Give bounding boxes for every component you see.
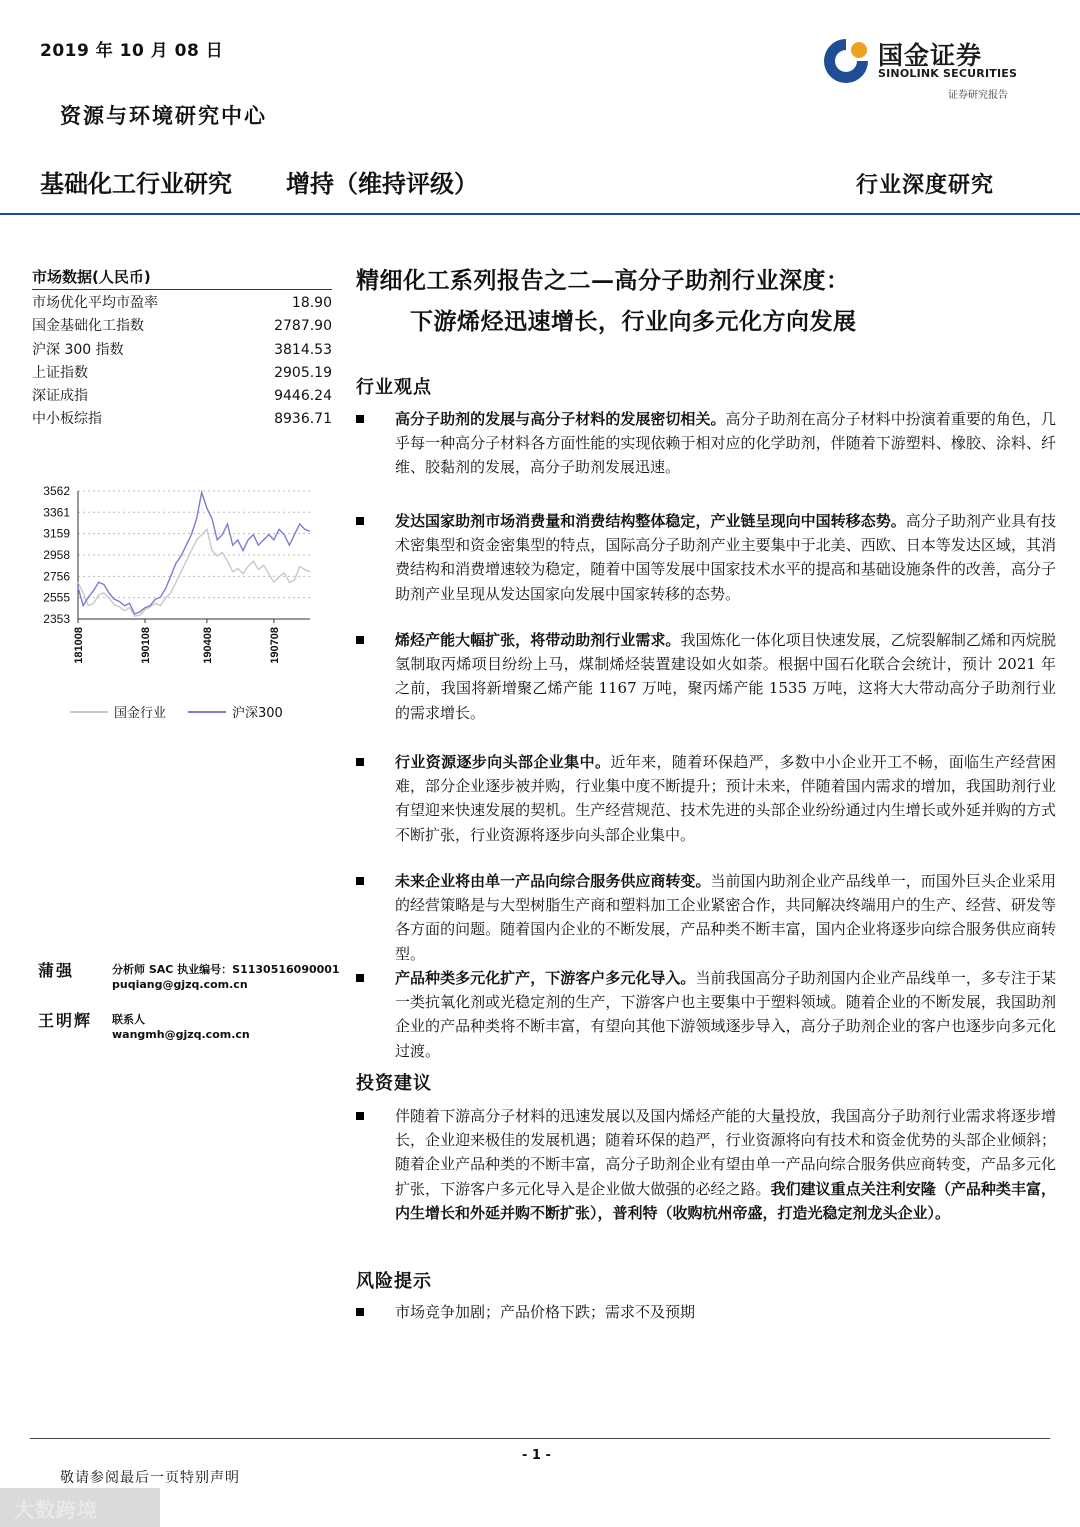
view-point [356, 750, 1056, 847]
bullet-square-icon [356, 415, 364, 423]
industry-title: 基础化工行业研究 [40, 170, 232, 198]
market-data-row [32, 339, 332, 362]
market-data-value: 3814.53 [274, 341, 332, 358]
x-tick-label: 190408 [201, 627, 214, 664]
analyst-email[interactable]: wangmh@gjzq.com.cn [112, 1028, 250, 1041]
y-tick-label: 2353 [43, 612, 70, 626]
analyst-sac-number: 分析师 SAC 执业编号：S1130516090001 [112, 963, 340, 976]
point-bold: 发达国家助剂市场消费量和消费结构整体稳定，产业链呈现向中国转移态势。 [395, 512, 906, 530]
x-tick-label: 190108 [140, 627, 153, 664]
analyst-name: 蒲强 [38, 961, 75, 980]
x-tick-label: 181008 [73, 627, 85, 664]
y-tick-label: 3361 [43, 505, 70, 520]
point-text: 当前国内助剂企业产品线单一，而国外巨头企业采用的经营策略是与大型树脂生产商和塑料加工企业紧密合作，共同解决终端用户的生产、经营、研发等各方面的问题。随着国内企业的不断发展，产品种类不断丰富，国内企业将逐步向综合服务供应商转型。 [395, 872, 1056, 963]
invest-recommendation: 我们建议重点关注利安隆（产品种类丰富，内生增长和外延并购不断扩张），普利特（收购杭州帝盛，打造光稳定剂龙头企业）。 [395, 1179, 1056, 1222]
header-divider [0, 213, 1080, 215]
x-tick-label: 190708 [268, 627, 281, 664]
market-data-divider [32, 289, 332, 290]
view-point [356, 407, 1056, 480]
risk-text: 市场竞争加剧；产品价格下跌；需求不及预期 [395, 1303, 696, 1321]
footer-divider [30, 1438, 1050, 1439]
point-bold: 产品种类多元化扩产，下游客户多元化导入。 [395, 969, 696, 987]
sinolink-logo-icon [822, 36, 872, 86]
analyst-role: 联系人 [112, 1013, 145, 1026]
bullet-square-icon [356, 758, 364, 766]
market-data-label: 上证指数 [32, 364, 88, 381]
section-heading-risk: 风险提示 [356, 1271, 432, 1292]
market-data-row [32, 315, 332, 338]
point-bold: 高分子助剂的发展与高分子材料的发展密切相关。 [395, 410, 726, 428]
analyst-info [112, 962, 340, 992]
view-point [356, 628, 1056, 725]
bullet-square-icon [356, 1308, 364, 1316]
market-data-label: 深证成指 [32, 388, 88, 405]
market-data-value: 2787.90 [274, 318, 332, 335]
market-data-label: 国金基础化工指数 [32, 318, 144, 335]
point-text: 近年来，随着环保趋严，多数中小企业开工不畅，面临生产经营困难，部分企业逐步被并购，行业集中度不断提升；预计未来，伴随着国内需求的增加，我国助剂行业有望迎来快速发展的契机。生产经营规范、技术先进的头部企业纷纷通过内生增长或外延并购的方式不断扩张，行业资源将逐步向头部企业集中。 [395, 753, 1056, 844]
legend-label-hs300: 沪深300 [232, 706, 283, 721]
legend-swatch-hs300 [188, 711, 226, 713]
market-data-row [32, 408, 332, 431]
report-date: 2019 年 10 月 08 日 [40, 41, 224, 61]
market-data-value: 2905.19 [274, 364, 332, 381]
market-data-value: 8936.71 [274, 411, 332, 428]
y-tick-label: 3562 [43, 484, 70, 498]
point-text: 当前我国高分子助剂国内企业产品线单一，多专注于某一类抗氧化剂或光稳定剂的生产，下游客户也主要集中于塑料领域。随着企业的不断发展，我国助剂企业的产品种类将不断丰富，有望向其他下游领域逐步导入，高分子助剂企业的客户也逐步向多元化过渡。 [395, 969, 1056, 1060]
bullet-square-icon [356, 517, 364, 525]
view-point [356, 509, 1056, 606]
index-line-chart [28, 476, 318, 696]
legend-label-industry: 国金行业 [114, 706, 167, 721]
logo-english-name: SINOLINK SECURITIES [878, 67, 1018, 80]
y-tick-label: 2958 [43, 547, 70, 562]
analyst-name: 王明辉 [38, 1011, 93, 1030]
y-tick-label: 2555 [43, 590, 70, 605]
legend-swatch-industry [70, 711, 108, 713]
series-line-industry [78, 529, 310, 616]
view-point [356, 869, 1056, 966]
invest-text: 伴随着下游高分子材料的迅速发展以及国内烯烃产能的大量投放，我国高分子助剂行业需求将逐步增长，企业迎来极佳的发展机遇；随着环保的趋严，行业资源将向有技术和资金优势的头部企业倾斜；随着企业产品种类的不断丰富，高分子助剂企业有望由单一产品向综合服务供应商转变，产品多元化扩张，下游客户多元化导入是企业做大做强的必经之路。 [395, 1107, 1056, 1198]
research-center-name: 资源与环境研究中心 [60, 103, 267, 128]
point-bold: 行业资源逐步向头部企业集中。 [395, 753, 611, 771]
section-heading-invest: 投资建议 [356, 1073, 432, 1094]
point-bold: 未来企业将由单一产品向综合服务供应商转变。 [395, 872, 711, 890]
analyst-info [112, 1012, 250, 1042]
market-data-title: 市场数据(人民币) [32, 268, 151, 286]
y-tick-label: 3159 [43, 526, 70, 541]
report-title-line2: 下游烯烃迅速增长，行业向多元化方向发展 [410, 308, 857, 335]
market-data-label: 市场优化平均市盈率 [32, 295, 158, 311]
market-data-row [32, 362, 332, 385]
analyst-email[interactable]: puqiang@gjzq.com.cn [112, 978, 248, 991]
footer-disclaimer: 敬请参阅最后一页特别声明 [60, 1470, 240, 1486]
invest-advice [356, 1104, 1056, 1225]
bullet-square-icon [356, 974, 364, 982]
point-text: 我国炼化一体化项目快速发展，乙烷裂解制乙烯和丙烷脱氢制取丙烯项目纷纷上马，煤制烯烃装置建设如火如荼。根据中国石化联合会统计，预计 2021 年之前，我国将新增聚乙烯产能 1167 万吨，聚丙烯产能 1535 万吨，这将大大带动高分子助剂行业的需求增长。 [395, 631, 1056, 722]
watermark-text: 大数跨境 [14, 1498, 98, 1522]
market-data-value: 18.90 [291, 295, 332, 311]
point-text: 高分子助剂在高分子材料中扮演着重要的角色，几乎每一种高分子材料各方面性能的实现依赖于相对应的化学助剂，伴随着下游塑料、橡胶、涂料、纤维、胶黏剂的发展，高分子助剂发展迅速。 [395, 410, 1056, 477]
market-data-label: 中小板综指 [32, 411, 102, 428]
market-data-label: 沪深 300 指数 [32, 341, 124, 358]
point-bold: 烯烃产能大幅扩张，将带动助剂行业需求。 [395, 631, 681, 649]
view-point [356, 966, 1056, 1063]
logo-chinese-name: 国金证券 [878, 41, 983, 70]
y-tick-label: 2756 [43, 569, 70, 584]
market-data-row [32, 385, 332, 408]
market-data-value: 9446.24 [274, 388, 332, 405]
market-data-table [32, 292, 332, 432]
report-title-line1: 精细化工系列报告之二—高分子助剂行业深度： [356, 267, 850, 294]
logo-subtitle: 证券研究报告 [948, 90, 1008, 101]
bullet-square-icon [356, 877, 364, 885]
series-line-hs300 [78, 492, 310, 614]
rating-label: 增持（维持评级） [286, 170, 478, 198]
page-number: - 1 - [522, 1448, 551, 1463]
risk-list [356, 1300, 1056, 1324]
report-type: 行业深度研究 [856, 172, 995, 198]
chart-legend [70, 702, 283, 721]
market-data-row [32, 292, 332, 315]
section-heading-view: 行业观点 [356, 377, 432, 398]
point-text: 高分子助剂产业具有技术密集型和资金密集型的特点，国际高分子助剂产业主要集中于北美、西欧、日本等发达区域，其消费结构和消费增速较为稳定，随着中国等发展中国家技术水平的提高和基础设施条件的改善，高分子助剂产业呈现从发达国家向发展中国家转移的态势。 [395, 512, 1056, 603]
bullet-square-icon [356, 636, 364, 644]
bullet-square-icon [356, 1112, 364, 1120]
